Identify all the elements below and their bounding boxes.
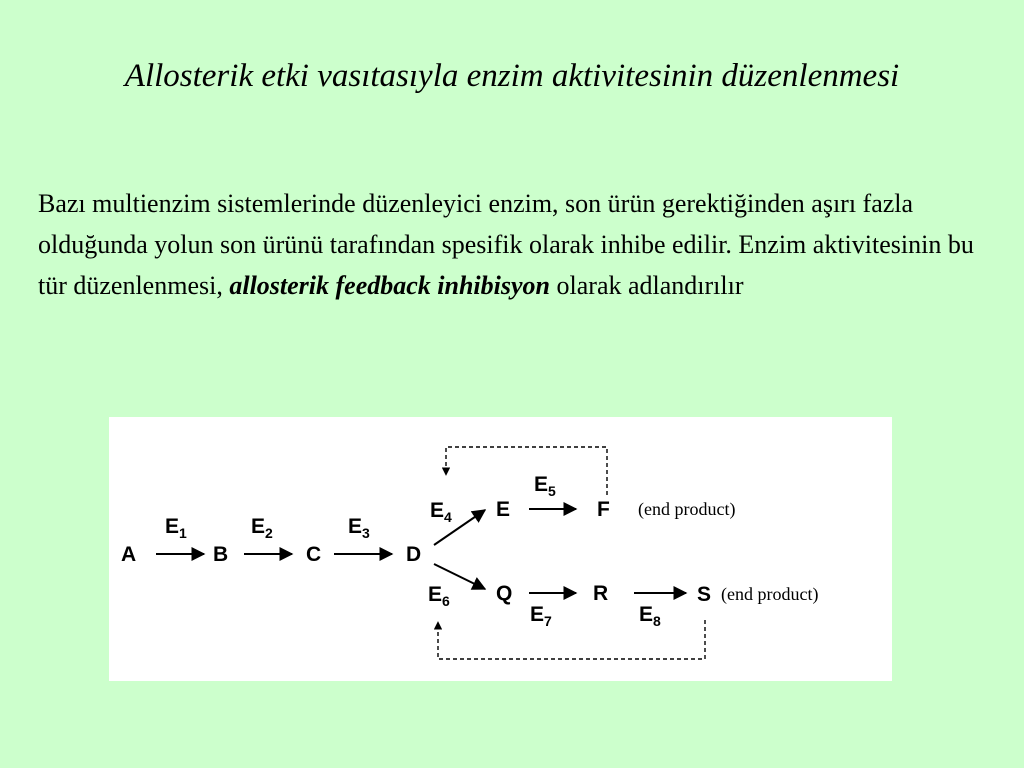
end-product-label-s: (end product) bbox=[721, 584, 819, 604]
node-s: S bbox=[697, 583, 712, 606]
node-r: R bbox=[593, 582, 609, 605]
pathway-diagram-svg bbox=[109, 417, 892, 681]
slide-title: Allosterik etki vasıtasıyla enzim aktivitesinin düzenlenmesi bbox=[124, 58, 900, 94]
enzyme-e6: $E_6$ bbox=[428, 583, 450, 609]
node-d: D bbox=[406, 543, 422, 566]
enzyme-e5: $E_5$ bbox=[534, 473, 556, 499]
enzyme-e3: $E_3$ bbox=[348, 515, 370, 541]
feedback-loop-s-e6 bbox=[438, 620, 705, 659]
enzyme-e8: $E_8$ bbox=[639, 603, 661, 629]
feedback-loop-f-e4 bbox=[446, 447, 607, 495]
pathway-diagram bbox=[109, 417, 892, 681]
node-c: C bbox=[306, 543, 322, 566]
enzyme-e4: $E_4$ bbox=[430, 499, 452, 525]
paragraph-emphasis: allosterik feedback inhibisyon bbox=[229, 271, 551, 300]
paragraph-text: Bazı multienzim sistemlerinde düzenleyici enzim, son ürün gerektiğinden aşırı fazla olduğunda yolun son ürünü tarafından spesifik olarak inhibe edilir. Enzim aktivitesinin bu tür düzenlenmesi, bbox=[38, 189, 974, 300]
node-q: Q bbox=[496, 582, 513, 605]
end-product-label-f: (end product) bbox=[638, 499, 736, 519]
paragraph-text-end: olarak adlandırılır bbox=[550, 271, 744, 300]
enzyme-e1: $E_1$ bbox=[165, 515, 187, 541]
enzyme-e7: $E_7$ bbox=[530, 603, 552, 629]
node-a: A bbox=[121, 543, 137, 566]
node-b: B bbox=[213, 543, 229, 566]
node-e: E bbox=[496, 498, 511, 521]
node-f: F bbox=[597, 498, 610, 521]
enzyme-e2: $E_2$ bbox=[251, 515, 273, 541]
body-paragraph bbox=[38, 183, 988, 306]
